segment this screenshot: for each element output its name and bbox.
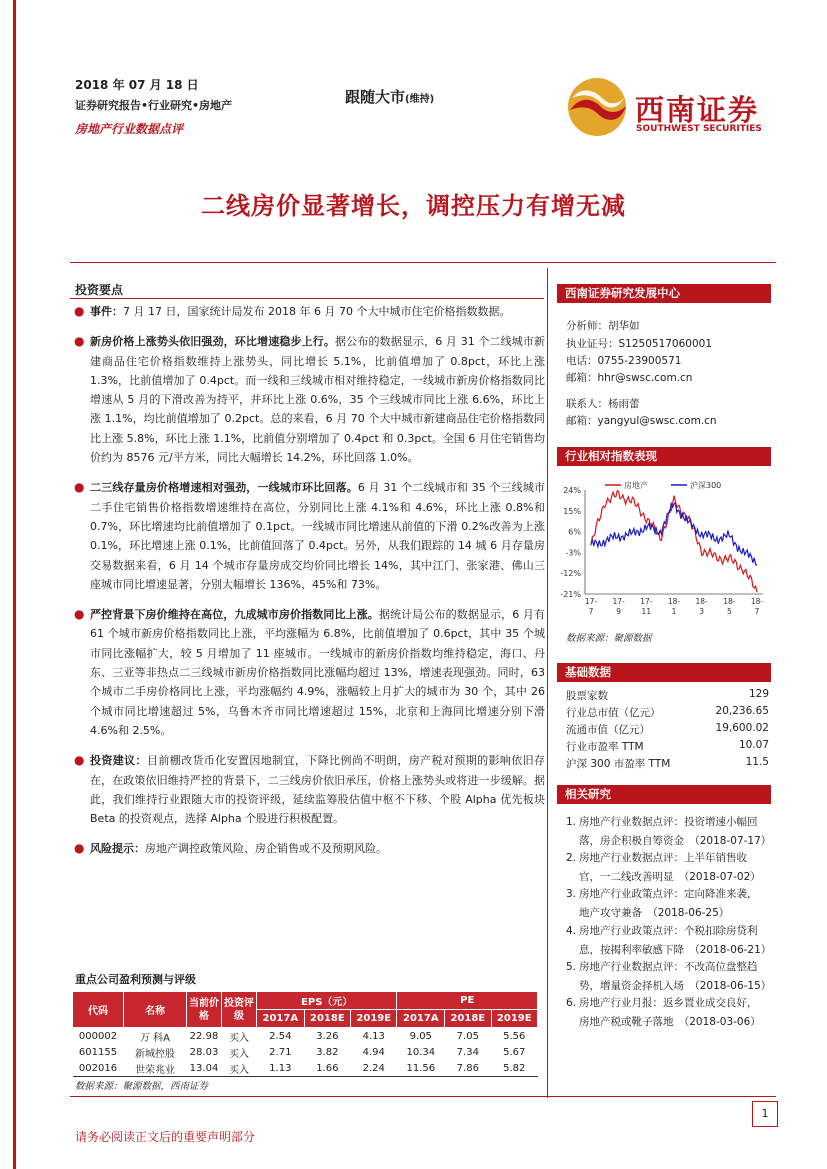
column-divider [547, 268, 548, 1098]
analyst-email[interactable]: 邮箱：hhr@swsc.com.cn [566, 372, 693, 384]
bullet-icon: ● [74, 841, 85, 856]
key-point: ● 新房价格上涨势头依旧强劲，环比增速稳步上行。据公布的数据显示，6 月 31 个二线城市新建商品住宅价格指数维持上涨势头，同比增长 5.1%，比前值增加了 0.8pct，环比上涨 1.3%，比前值增加了 0.4pct。而一线和三线城市相对维持稳定，一线城市新房价格指数同比增速从 5 月的下滑改善为持平，并环比上涨 0.6%，35 个三线城市同比上涨 6.6%，环比上涨 1.1%，均比前值增加了 0.2pct。总的来看，6 月 70 个大中城市新建商品住宅价格指数同比上涨 5.8%，环比上涨 1.1%，比前值分别增加了 0.4pct 和 0.3pct。全国 6 月住宅销售均价约为 8576 元/平方米，同比大幅增长 14.2%，环比回落 1.0%。 [74, 334, 546, 465]
related-item[interactable]: 1. 房地产行业数据点评：投资增速小幅回 落，房企积极自筹资金 （2018-07-17） [566, 816, 772, 847]
chart-y-tick-label: -12% [560, 569, 581, 579]
company-logo-icon [566, 76, 628, 138]
chart-source: 数据来源：聚源数据 [566, 633, 652, 644]
report-title: 二线房价显著增长，调控压力有增无减 [201, 192, 626, 220]
report-date: 2018 年 07 月 18 日 [75, 78, 199, 92]
col-rating: 投资评级 [222, 992, 257, 1028]
chart-x-tick-label: 17-9 [612, 597, 625, 616]
chart-x-tick-label: 17-11 [640, 597, 653, 616]
earnings-forecast-table [72, 991, 538, 1077]
key-point: ● 二三线存量房价格增速相对强劲，一线城市环比回落。6 月 31 个二线城市和 35 个三线城市二手住宅销售价格指数增速维持在高位，分别同比上涨 4.1%和 4.6%，环比上涨 0.8%和 0.7%，环比增速均比前值增加了 0.1pct。一线城市同比增速从前值的下滑 0.2%改善为上涨 0.1%，环比增速上涨 0.1%，比前值回落了 0.4pct。另外，从我们跟踪的 14 城 6 月存量房交易数据来看，6 月 14 个城市存量房成交均价同比增长 14%，其中江门、张家港、佛山三座城市同比增速显著，分别大幅增长 136%、45%和 73%。 [74, 480, 546, 591]
key-point: ● 风险提示：房地产调控政策风险、房企销售或不及预期风险。 [70, 839, 545, 858]
table-row: 000002 万 科A 22.98 买入 2.54 3.26 4.13 9.05 7.05 5.56 [78, 1030, 526, 1044]
analyst-phone: 电话：0755-23900571 [566, 355, 682, 367]
research-center-header: 西南证券研究发展中心 [557, 284, 771, 303]
bullet-icon: ● [74, 334, 85, 349]
chart-x-tick-label: 18-1 [667, 597, 681, 616]
key-point: ● 投资建议：目前棚改货币化安置因地制宜，下降比例尚不明朗，房产税对预期的影响依旧存在，在政策依旧维持严控的背景下，二三线房价依旧承压，价格上涨势头或将进一步缓解。据此，我们维持行业跟随大市的投资评级，延续监筹股估值中枢不下移、个股 Alpha 优先板块 Beta 的投资观点，选择 Alpha 个股进行积极配置。 [74, 753, 546, 826]
chart-legend-label: 沪深300 [690, 481, 722, 490]
table-source: 数据来源：聚源数据，西南证券 [75, 1081, 209, 1092]
contact-name: 联系人：杨雨蕾 [566, 398, 640, 410]
bullet-icon: ● [74, 304, 85, 318]
related-item[interactable]: 4. 房地产行业政策点评：个税扣除房贷利 息，按揭利率敏感下降 （2018-06-21） [566, 925, 772, 956]
left-accent-bar [13, 0, 16, 1169]
basic-row: 股票家数 129 [566, 688, 769, 702]
key-points-list [70, 302, 545, 870]
table-row: 002016 世荣兆业 13.04 买入 1.13 1.66 2.24 11.56 7.86 5.82 [73, 1060, 538, 1077]
col-year: 2018E [304, 1010, 350, 1028]
chart-x-tick-label: 18-3 [695, 597, 708, 616]
col-year: 2019E [491, 1010, 537, 1028]
industry-rating: 跟随大市(维持) [345, 88, 435, 106]
chart-y-tick-label: 6% [568, 527, 581, 537]
related-item[interactable]: 3. 房地产行业政策点评：定向降准来袭， 地产攻守兼备 （2018-06-25） [566, 888, 758, 919]
related-research-header: 相关研究 [557, 785, 771, 804]
section-title: 投资要点 [75, 283, 124, 297]
logo-english: SOUTHWEST SECURITIES [636, 124, 762, 134]
col-year: 2018E [445, 1010, 491, 1028]
analyst-name: 分析师：胡华如 [566, 320, 640, 332]
col-pe: PE [397, 992, 538, 1010]
related-item[interactable]: 2. 房地产行业数据点评：上半年销售收 官，一二线改善明显 （2018-07-02） [566, 852, 761, 883]
title-divider [70, 262, 776, 263]
col-code: 代码 [73, 992, 124, 1028]
basic-row: 行业总市值（亿元） 20,236.65 [566, 705, 769, 719]
page-number: 1 [752, 1101, 778, 1127]
chart-y-tick-label: -3% [565, 548, 581, 558]
report-type: 证券研究报告•行业研究•房地产 [75, 99, 233, 112]
chart-x-tick-label: 18-5 [723, 597, 736, 616]
bullet-icon: ● [74, 607, 85, 622]
col-year: 2017A [257, 1010, 305, 1028]
related-item[interactable]: 6. 房地产行业月报：返乡置业成交良好， 房地产税或靴子落地 （2018-03-06） [566, 997, 761, 1028]
analyst-license: 执业证号：S1250517060001 [566, 338, 713, 350]
contact-email[interactable]: 邮箱：yangyul@swsc.com.cn [566, 415, 717, 427]
table-row: 601155 新城控股 28.03 买入 2.71 3.82 4.94 10.34 7.34 5.67 [78, 1046, 526, 1060]
chart-y-tick-label: 15% [563, 506, 581, 516]
chart-x-tick-label: 17-7 [584, 597, 598, 616]
basic-row: 流通市值（亿元） 19,600.02 [566, 722, 769, 736]
basic-data-header: 基础数据 [557, 663, 771, 682]
chart-y-tick-label: 24% [563, 486, 581, 495]
chart-series-line [591, 503, 757, 566]
col-price: 当前价格 [187, 992, 222, 1028]
col-eps: EPS（元） [257, 992, 397, 1010]
key-point: ● 严控背景下房价维持在高位，九成城市房价指数同比上涨。据统计局公布的数据显示，6 月有 61 个城市新房价格指数同比上涨，平均涨幅为 6.8%，比前值增加了 0.6pct，其中 35 个城市同比涨幅扩大，较 5 月增加了 11 座城市。一线城市的新房价指数均维持稳定，海口、丹东、三亚等非热点二三线城市新房价格指数同比涨幅均超过 13%，增速表现强劲。同时，63 个城市二手房价格同比上涨，平均涨幅约 4.9%，涨幅较上月扩大的城市为 30 个，其中 26 个城市同比增速超过 5%，乌鲁木齐市同比增速超过 15%，北京和上海同比增速分别下滑 4.6%和 2.5%。 [74, 607, 546, 737]
chart-series-line [591, 491, 757, 593]
logo-chinese: 西南证券 [635, 93, 760, 127]
footer-divider [70, 1096, 776, 1097]
col-name: 名称 [124, 992, 187, 1028]
relative-index-chart [557, 478, 775, 626]
basic-row: 行业市盈率 TTM 10.07 [566, 739, 769, 753]
chart-legend-label: 房地产 [624, 481, 648, 490]
bullet-icon: ● [74, 753, 85, 768]
key-point: ● 事件：7 月 17 日，国家统计局发布 2018 年 6 月 70 个大中城市住宅价格指数数据。 [70, 302, 545, 321]
chart-y-tick-label: -21% [560, 590, 581, 599]
col-year: 2017A [397, 1010, 445, 1028]
report-subtype: 房地产行业数据点评 [75, 122, 184, 136]
table-title: 重点公司盈利预测与评级 [75, 973, 196, 986]
col-year: 2019E [351, 1010, 397, 1028]
basic-row: 沪深 300 市盈率 TTM 11.5 [566, 756, 769, 770]
related-item[interactable]: 5. 房地产行业数据点评：不改高位盘整趋 势，增量资金择机入场 （2018-06-15） [566, 961, 772, 992]
disclaimer-notice[interactable]: 请务必阅读正文后的重要声明部分 [75, 1130, 256, 1144]
bullet-icon: ● [74, 480, 85, 495]
section-divider [70, 298, 544, 299]
chart-header: 行业相对指数表现 [557, 447, 771, 466]
chart-x-tick-label: 18-7 [750, 597, 764, 616]
